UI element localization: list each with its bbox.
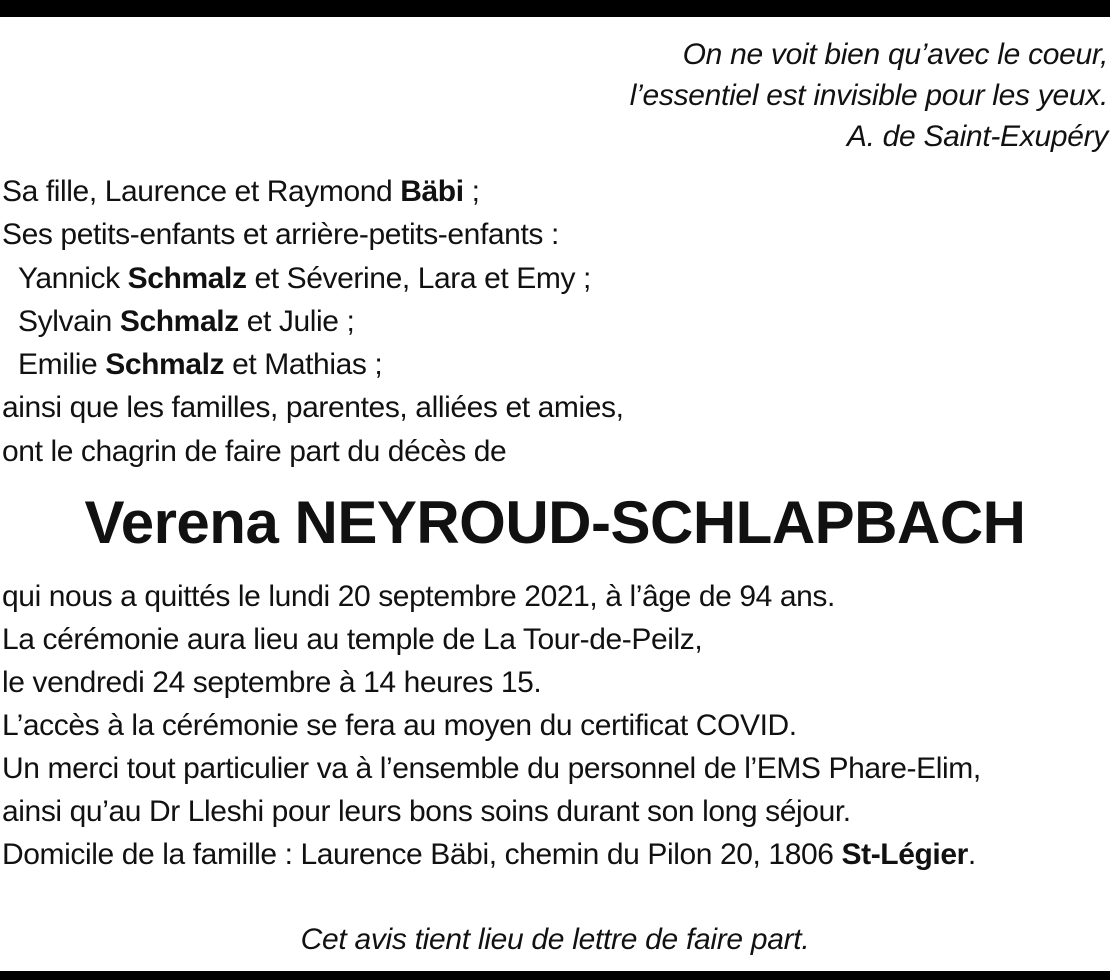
member-relations: et Mathias ; [224,348,383,382]
top-border-rule [0,0,1110,17]
family-member-line [2,257,624,300]
ceremony-time-line: le vendredi 24 septembre à 14 heures 15. [2,666,542,699]
closing-note: Cet avis tient lieu de lettre de faire part. [300,923,810,956]
daughter-line [2,170,624,213]
ceremony-place-line: La cérémonie aura lieu au temple de La Tour-de-Peilz, [2,623,703,656]
family-list [2,170,624,473]
family-member-line [2,300,624,343]
bottom-border-rule [0,971,1110,980]
punctuation: . [967,838,976,871]
domicile-town: St-Légier [841,838,968,871]
member-surname: Schmalz [105,348,225,382]
member-first-name: Emilie [18,348,106,382]
epigraph-quote [630,34,1108,157]
quote-author: A. de Saint-Exupéry [846,120,1108,153]
member-surname: Schmalz [127,261,247,295]
daughter-surname: Bäbi [400,175,464,208]
quote-line-1: On ne voit bien qu’avec le coeur, [682,38,1108,71]
announcement-line: ont le chagrin de faire part du décès de [2,434,507,468]
covid-notice-line: L’accès à la cérémonie se fera au moyen du certificat COVID. [2,709,797,742]
family-member-line [2,343,624,386]
thanks-line-2: ainsi qu’au Dr Lleshi pour leurs bons soins durant son long séjour. [2,795,851,828]
member-surname: Schmalz [119,304,239,338]
daughter-names: Sa fille, Laurence et Raymond [2,175,401,208]
passing-date-line: qui nous a quittés le lundi 20 septembre 2021, à l’âge de 94 ans. [2,580,835,613]
member-relations: et Julie ; [238,304,355,338]
member-first-name: Sylvain [18,304,120,338]
domicile-address: Domicile de la famille : Laurence Bäbi, chemin du Pilon 20, 1806 [2,838,842,871]
ceremony-details [2,575,981,876]
grandchildren-intro: Ses petits-enfants et arrière-petits-enfants : [2,218,559,252]
quote-line-2: l’essentiel est invisible pour les yeux. [629,79,1108,112]
relatives-line: ainsi que les familles, parentes, alliées et amies, [2,391,624,425]
member-relations: et Séverine, Lara et Emy ; [246,261,591,295]
domicile-line [2,833,981,876]
punctuation: ; [463,175,480,208]
member-first-name: Yannick [18,261,128,295]
deceased-name: Verena NEYROUD-SCHLAPBACH [84,489,1026,556]
thanks-line-1: Un merci tout particulier va à l’ensemble du personnel de l’EMS Phare-Elim, [2,752,981,785]
